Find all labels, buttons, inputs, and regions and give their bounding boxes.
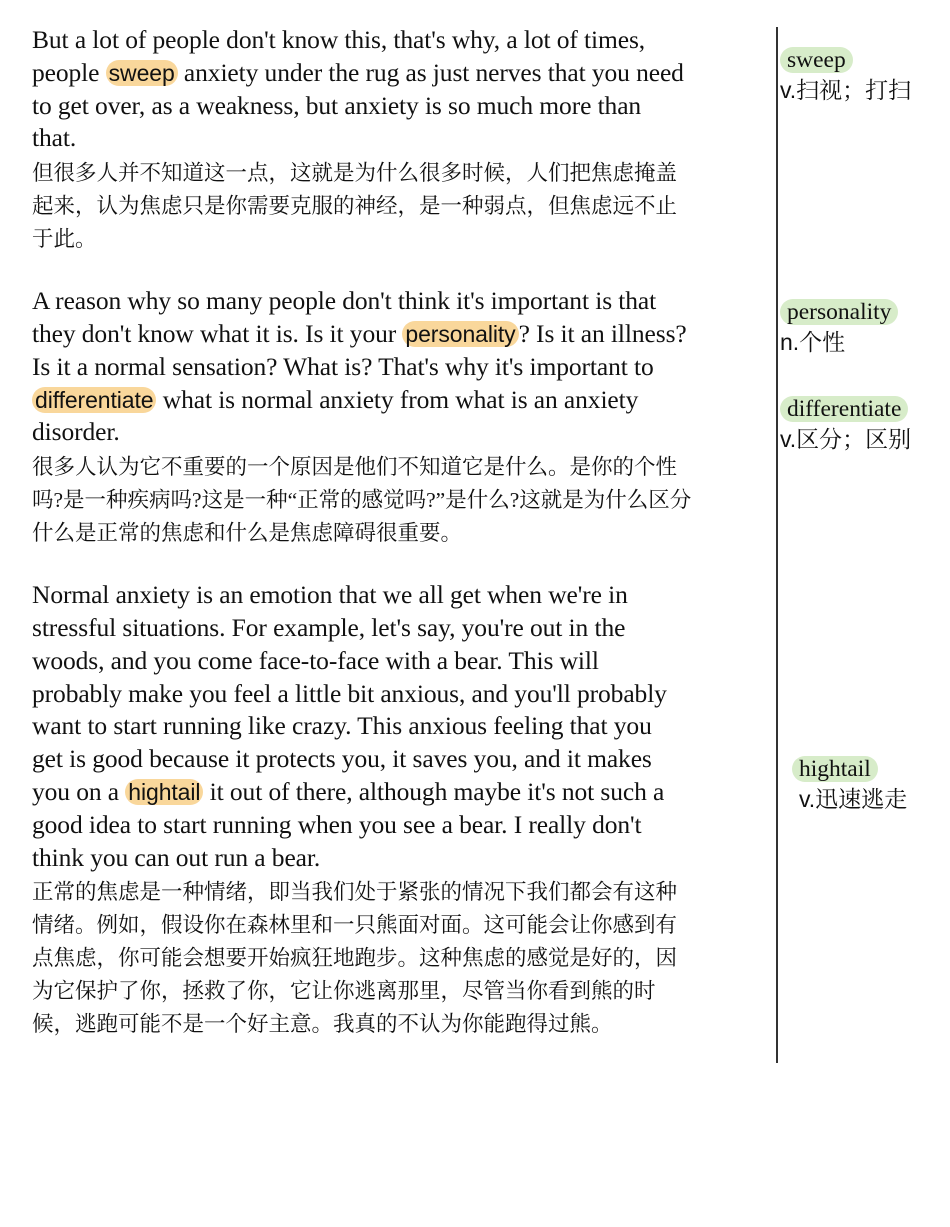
translation-line: 情绪。例如，假设你在森林里和一只熊面对面。这可能会让你感到有 [32, 913, 678, 938]
margin-divider [776, 27, 778, 1063]
gloss-sweep [780, 47, 911, 105]
gloss-term: personality [780, 299, 898, 325]
translation-line: 什么是正常的焦虑和什么是焦虑障碍很重要。 [32, 521, 463, 546]
text-line: woods, and you come face-to-face with a bear. This will [32, 645, 599, 675]
translation-line: 吗?是一种疾病吗?这是一种“正常的感觉吗?”是什么?这就是为什么区分 [32, 488, 692, 513]
english-text [32, 579, 777, 874]
text-line: differentiate what is normal anxiety from what is an anxiety [32, 384, 777, 417]
text-line: that. [32, 123, 77, 153]
text-line: Is it a normal sensation? What is? That's why it's important to [32, 351, 654, 381]
highlighted-word[interactable]: personality [402, 321, 518, 347]
translation-line: 很多人认为它不重要的一个原因是他们不知道它是什么。是你的个性 [32, 455, 678, 480]
highlighted-word[interactable]: sweep [106, 60, 178, 86]
translation-line: 正常的焦虑是一种情绪，即当我们处于紧张的情况下我们都会有这种 [32, 880, 678, 905]
chinese-translation [32, 451, 777, 550]
text-line: A reason why so many people don't think it's important is that [32, 286, 657, 316]
gloss-definition: n.个性 [780, 329, 846, 355]
text-line: people sweep anxiety under the rug as just nerves that you need [32, 57, 684, 87]
text-line: you on a hightail it out of there, although maybe it's not such a [32, 776, 665, 806]
translation-line: 为它保护了你，拯救了你，它让你逃离那里，尽管当你看到熊的时 [32, 979, 656, 1004]
gloss-hightail [792, 756, 907, 814]
gloss-definition: v.区分；区别 [780, 426, 912, 452]
english-text [32, 285, 777, 449]
gloss-differentiate [780, 396, 911, 454]
chinese-translation [32, 157, 777, 256]
translation-line: 候，逃跑可能不是一个好主意。我真的不认为你能跑得过熊。 [32, 1012, 613, 1037]
chinese-translation [32, 876, 777, 1041]
translation-line: 于此。 [32, 227, 97, 252]
text-line: disorder. [32, 417, 120, 447]
gloss-personality [780, 299, 898, 357]
translation-line: 点焦虑，你可能会想要开始疯狂地跑步。这种焦虑的感觉是好的，因 [32, 946, 678, 971]
english-text [32, 24, 777, 155]
translation-line: 但很多人并不知道这一点，这就是为什么很多时候，人们把焦虑掩盖 [32, 161, 678, 186]
text-line: to get over, as a weakness, but anxiety is so much more than [32, 90, 642, 120]
gloss-term: hightail [792, 756, 878, 782]
text-line: But a lot of people don't know this, that's why, a lot of times, [32, 25, 646, 54]
gloss-definition: v.迅速逃走 [799, 786, 908, 812]
paragraph-3 [32, 579, 777, 1041]
text-line: they don't know what it is. Is it your personality ? Is it an illness? [32, 318, 687, 348]
text-line: Normal anxiety is an emotion that we all get when we're in [32, 580, 628, 610]
highlighted-word[interactable]: differentiate [32, 387, 156, 413]
translation-line: 起来，认为焦虑只是你需要克服的神经，是一种弱点，但焦虑远不止 [32, 194, 678, 219]
gloss-term: sweep [780, 47, 853, 73]
highlighted-word[interactable]: hightail [125, 779, 203, 805]
text-line: probably make you feel a little bit anxious, and you'll probably [32, 678, 667, 708]
main-text [32, 24, 777, 1041]
gloss-definition: v.扫视；打扫 [780, 77, 912, 103]
paragraph-1 [32, 24, 777, 256]
paragraph-2 [32, 285, 777, 550]
text-line: stressful situations. For example, let's say, you're out in the [32, 612, 626, 642]
text-line: want to start running like crazy. This anxious feeling that you [32, 711, 652, 741]
text-line: get is good because it protects you, it saves you, and it makes [32, 744, 652, 774]
gloss-term: differentiate [780, 396, 908, 422]
text-line: think you can out run a bear. [32, 842, 321, 872]
text-line: good idea to start running when you see a bear. I really don't [32, 809, 642, 839]
